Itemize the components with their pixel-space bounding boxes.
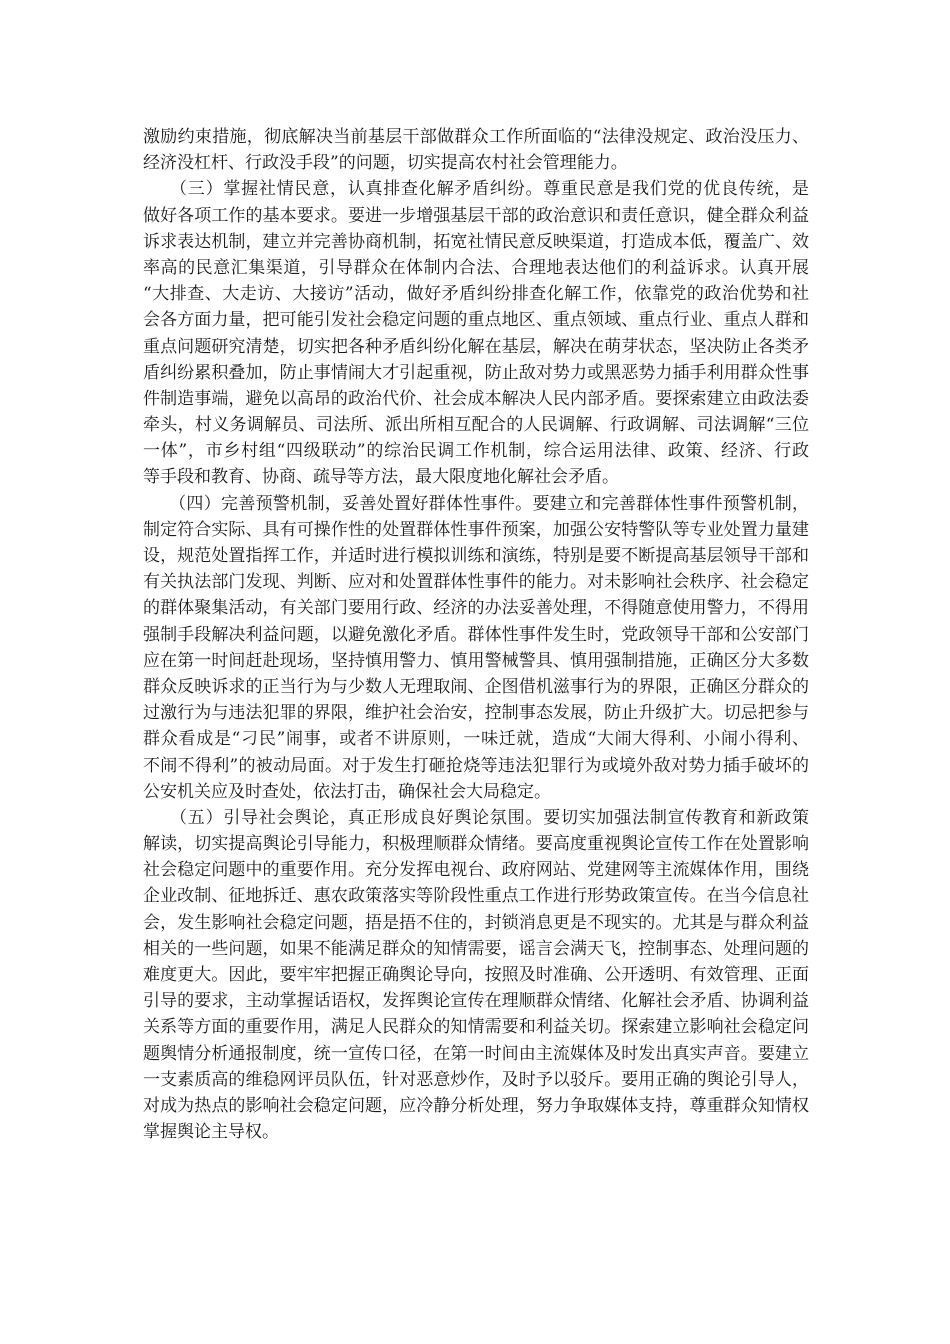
text-line: 做好各项工作的基本要求。要进一步增强基层干部的政治意识和责任意识，健全群众利益 <box>143 205 809 226</box>
text-line: 激励约束措施，彻底解决当前基层干部做群众工作所面临的“法律没规定、政治没压力、 <box>143 127 809 147</box>
text-line: 等手段和教育、协商、疏导等方法，最大限度地化解社会矛盾。 <box>143 467 619 488</box>
text-line: 制定符合实际、具有可操作性的处置群体性事件预案，加强公安特警队等专业处置力量建 <box>143 519 809 540</box>
text-line: （三）掌握社情民意，认真排查化解矛盾纠纷。尊重民意是我们党的优良传统，是 <box>143 179 809 200</box>
text-line: （四）完善预警机制，妥善处置好群体性事件。要建立和完善群体性事件预警机制， <box>143 493 809 514</box>
text-line: 会各方面力量，把可能引发社会稳定问题的重点地区、重点领域、重点行业、重点人群和 <box>143 310 809 331</box>
text-line: 强制手段解决利益问题，以避免激化矛盾。群体性事件发生时，党政领导干部和公安部门 <box>143 624 809 645</box>
text-line: 一体”，市乡村组“四级联动”的综治民调工作机制，综合运用法律、政策、经济、行政 <box>143 441 809 462</box>
paragraph-p3 <box>143 805 809 1145</box>
paragraph-p0 <box>143 124 809 176</box>
text-line: 群众反映诉求的正当行为与少数人无理取闹、企图借机滋事行为的界限，正确区分群众的 <box>143 676 809 697</box>
text-line: 关系等方面的重要作用，满足人民群众的知情需要和利益关切。探索建立影响社会稳定问 <box>143 1017 809 1038</box>
text-line: 件制造事端，避免以高昂的政治代价、社会成本解决人民内部矛盾。要探索建立由政法委 <box>143 388 809 409</box>
paragraph-p2 <box>143 491 809 805</box>
text-line: 盾纠纷累积叠加，防止事情闹大才引起重视，防止敌对势力或黑恶势力插手利用群众性事 <box>143 362 809 383</box>
text-line: 对成为热点的影响社会稳定问题，应冷静分析处理，努力争取媒体支持，尊重群众知情权 <box>143 1095 809 1116</box>
text-line: 难度更大。因此，要牢牢把握正确舆论导向，按照及时准确、公开透明、有效管理、正面 <box>143 965 809 985</box>
text-line: 引导的要求，主动掌握话语权，发挥舆论宣传在理顺群众情绪、化解社会矛盾、协调利益 <box>143 991 809 1012</box>
text-line: 解读，切实提高舆论引导能力，积极理顺群众情绪。要高度重视舆论宣传工作在处置影响 <box>143 834 809 855</box>
text-line: 诉求表达机制，建立并完善协商机制，拓宽社情民意反映渠道，打造成本低，覆盖广、效 <box>143 231 809 252</box>
text-line: 率高的民意汇集渠道，引导群众在体制内合法、合理地表达他们的利益诉求。认真开展 <box>143 257 809 278</box>
text-line: 重点问题研究清楚，切实把各种矛盾纠纷化解在基层，解决在萌芽状态，坚决防止各类矛 <box>143 336 809 357</box>
text-line: 一支素质高的维稳网评员队伍，针对恶意炒作，及时予以驳斥。要用正确的舆论引导人， <box>143 1069 809 1090</box>
text-line: 应在第一时间赶赴现场，坚持慎用警力、慎用警械警具、慎用强制措施，正确区分大多数 <box>143 650 809 671</box>
text-line: 经济没杠杆、行政没手段”的问题，切实提高农村社会管理能力。 <box>143 153 628 174</box>
text-line: “大排查、大走访、大接访”活动，做好矛盾纠纷排查化解工作，依靠党的政治优势和社 <box>143 284 809 305</box>
document-body <box>143 124 809 1145</box>
text-line: 会，发生影响社会稳定问题，捂是捂不住的，封锁消息更是不现实的。尤其是与群众利益 <box>143 912 809 933</box>
text-line: 社会稳定问题中的重要作用。充分发挥电视台、政府网站、党建网等主流媒体作用，围绕 <box>143 860 809 881</box>
text-line: 掌握舆论主导权。 <box>143 1122 279 1143</box>
text-line: 牵头，村义务调解员、司法所、派出所相互配合的人民调解、行政调解、司法调解“三位 <box>143 415 809 436</box>
text-line: （五）引导社会舆论，真正形成良好舆论氛围。要切实加强法制宣传教育和新政策 <box>143 807 809 828</box>
paragraph-p1 <box>143 176 809 490</box>
text-line: 的群体聚集活动，有关部门要用行政、经济的办法妥善处理，不得随意使用警力，不得用 <box>143 598 809 619</box>
text-line: 企业改制、征地拆迁、惠农政策落实等阶段性重点工作进行形势政策宣传。在当今信息社 <box>143 886 809 907</box>
text-line: 相关的一些问题，如果不能满足群众的知情需要，谣言会满天飞，控制事态、处理问题的 <box>143 938 809 959</box>
text-line: 设，规范处置指挥工作，并适时进行模拟训练和演练，特别是要不断提高基层领导干部和 <box>143 546 809 566</box>
text-line: 有关执法部门发现、判断、应对和处置群体性事件的能力。对未影响社会秩序、社会稳定 <box>143 572 809 593</box>
text-line: 不闹不得利”的被动局面。对于发生打砸抢烧等违法犯罪行为或境外敌对势力插手破坏的 <box>143 755 809 776</box>
text-line: 公安机关应及时查处，依法打击，确保社会大局稳定。 <box>143 781 551 802</box>
text-line: 题舆情分析通报制度，统一宣传口径，在第一时间由主流媒体及时发出真实声音。要建立 <box>143 1043 809 1064</box>
text-line: 过激行为与违法犯罪的界限，维护社会治安，控制事态发展，防止升级扩大。切忌把参与 <box>143 703 809 724</box>
text-line: 群众看成是“刁民”闹事，或者不讲原则，一味迁就，造成“大闹大得利、小闹小得利、 <box>143 729 809 750</box>
